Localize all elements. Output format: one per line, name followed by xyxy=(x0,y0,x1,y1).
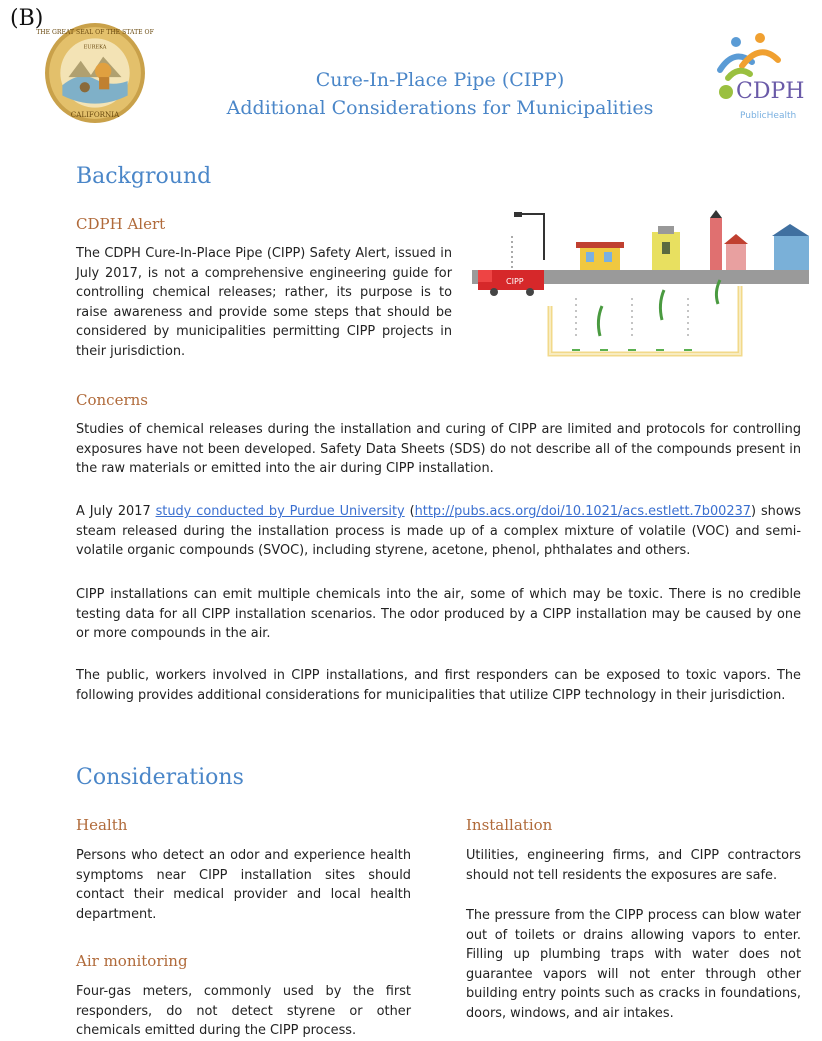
air-monitoring-text: Four-gas meters, commonly used by the first responders, do not detect styrene or other chemicals emitted during the CIPP process. xyxy=(76,984,411,1039)
seal-eureka-text: EUREKA xyxy=(83,44,107,51)
concerns-paragraph-3: CIPP installations can emit multiple chemicals into the air, some of which may be toxic. There is no credible testing data for all CIPP installation scenarios. The odor produced by a CIPP installation may be caused by one or more compounds in the air. xyxy=(76,587,801,642)
health-text: Persons who detect an odor and experience health symptoms near CIPP installation sites should contact their medical provider and local health department. xyxy=(76,848,411,922)
concerns-heading: Concerns xyxy=(76,391,148,409)
considerations-heading: Considerations xyxy=(76,765,244,790)
installation-text-2: The pressure from the CIPP process can blow water out of toilets or drains allowing vapors to enter. Filling up plumbing traps with water does not guarantee vapors will not enter through other building entry points such as cracks in foundations, doors, windows, and air intakes. xyxy=(466,908,801,1021)
health-heading: Health xyxy=(76,816,128,834)
truck-label: CIPP xyxy=(506,277,524,286)
acs-doi-link[interactable]: http://pubs.acs.org/doi/10.1021/acs.estlett.7b00237 xyxy=(414,504,751,519)
concerns-p2-paren: ( xyxy=(404,504,415,519)
concerns-paragraph-4: The public, workers involved in CIPP installations, and first responders can be exposed to toxic vapors. The following provides additional considerations for municipalities that utilize CIPP technology in their jurisdiction. xyxy=(76,668,801,703)
cdph-logo-icon xyxy=(712,30,822,125)
concerns-paragraph-1: Studies of chemical releases during the installation and curing of CIPP are limited and protocols for controlling exposures have not been developed. Safety Data Sheets (SDS) do not describe all of the compounds present in the raw materials or emitted into the air during CIPP installation. xyxy=(76,422,801,477)
seal-top-text: THE GREAT SEAL OF THE STATE OF xyxy=(36,29,154,37)
seal-bottom-text: CALIFORNIA xyxy=(70,109,120,119)
panel-label: (B) xyxy=(10,6,44,31)
page-title-line1: Cure-In-Place Pipe (CIPP) xyxy=(315,69,565,91)
concerns-p2-prefix: A July 2017 xyxy=(76,504,156,519)
purdue-study-link[interactable]: study conducted by Purdue University xyxy=(155,504,405,519)
california-seal-icon xyxy=(36,22,154,124)
concerns-paragraph-2 xyxy=(76,502,801,561)
logo-sub: PublicHealth xyxy=(740,111,797,121)
cdph-alert-heading: CDPH Alert xyxy=(76,215,166,233)
cipp-illustration-icon xyxy=(472,208,809,360)
installation-heading: Installation xyxy=(466,816,553,834)
installation-text-1: Utilities, engineering firms, and CIPP contractors should not tell residents the exposures are safe. xyxy=(466,848,801,883)
cdph-alert-text: The CDPH Cure-In-Place Pipe (CIPP) Safety Alert, issued in July 2017, is not a comprehensive engineering guide for controlling chemical releases; rather, its purpose is to raise awareness and provide some steps that should be considered by municipalities permitting CIPP projects in their jurisdiction. xyxy=(76,246,452,359)
logo-name: CDPH xyxy=(736,79,805,104)
page-title-line2: Additional Considerations for Municipalities xyxy=(226,97,654,119)
air-monitoring-heading: Air monitoring xyxy=(76,952,188,970)
concerns-p2-rest: ) shows steam released during the installation process is made up of a complex mixture of volatile (VOC) and semi-volatile organic compounds (SVOC), including styrene, acetone, phenol, phthalates and others. xyxy=(76,504,801,559)
background-heading: Background xyxy=(76,164,212,189)
